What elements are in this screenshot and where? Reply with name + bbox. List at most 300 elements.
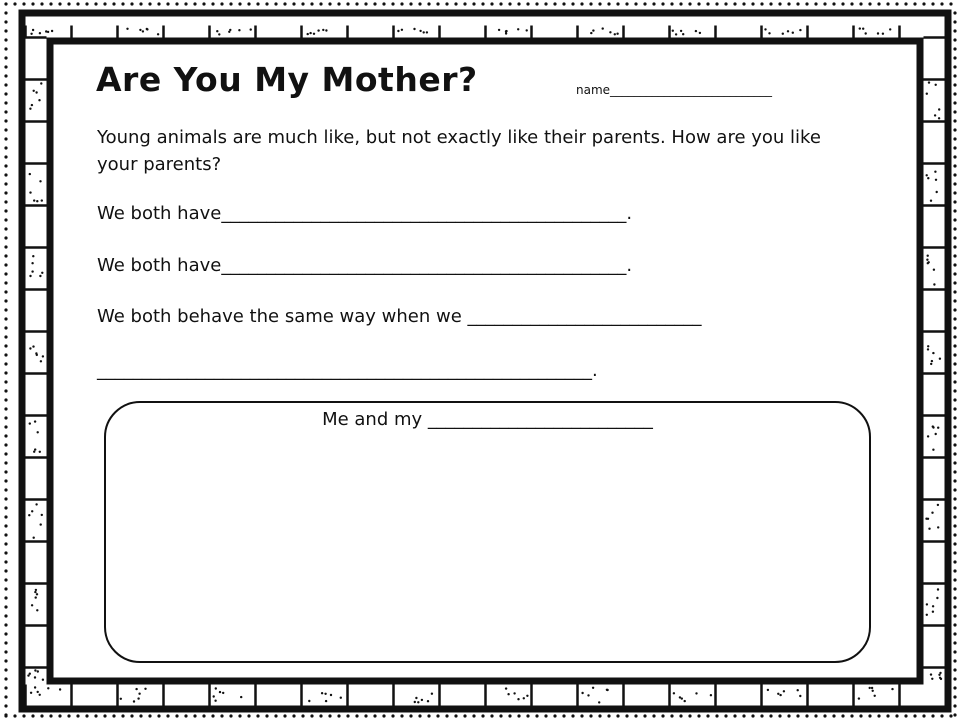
brick-speckle [513,692,515,694]
border-dot [211,2,214,5]
border-dot [953,119,956,122]
brick-speckle [51,30,53,32]
brick-speckle [695,692,697,694]
brick-speckle [882,33,884,35]
border-dot [499,714,502,717]
border-dot [13,714,16,717]
border-dot [4,74,7,77]
border-dot [571,714,574,717]
border-dot [688,714,691,717]
border-dot [841,714,844,717]
border-dot [580,2,583,5]
brick-speckle [240,696,242,698]
border-dot [4,326,7,329]
border-dot [193,714,196,717]
brick-speckle [858,697,860,699]
border-dot [4,524,7,527]
brick-speckle [59,688,61,690]
border-dot [265,2,268,5]
brick-speckle [877,32,879,34]
border-dot [953,263,956,266]
border-dot [319,714,322,717]
prompt-we-both-have-2[interactable]: We both have_____________________________________________. [97,255,633,276]
border-dot [832,2,835,5]
border-dot [652,2,655,5]
brick-speckle [932,605,934,607]
brick-speckle [930,673,932,675]
border-dot [508,714,511,717]
brick-speckle [673,692,675,694]
border-dot [679,2,682,5]
brick-speckle [934,171,936,173]
brick-speckle [29,191,31,193]
brick-speckle [39,275,41,277]
border-dot [953,578,956,581]
border-dot [94,714,97,717]
border-dot [953,416,956,419]
border-dot [220,2,223,5]
border-dot [4,578,7,581]
border-dot [904,714,907,717]
border-dot [4,542,7,545]
border-dot [535,2,538,5]
border-dot [607,714,610,717]
border-dot [724,714,727,717]
border-dot [953,560,956,563]
border-dot [4,533,7,536]
brick-speckle [581,692,583,694]
border-dot [121,2,124,5]
border-dot [953,515,956,518]
border-dot [634,2,637,5]
brick-speckle [938,674,940,676]
brick-speckle [31,270,33,272]
border-dot [953,164,956,167]
brick-speckle [933,269,935,271]
border-dot [148,2,151,5]
brick-speckle [931,360,933,362]
border-dot [953,200,956,203]
border-dot [562,2,565,5]
brick-speckle [325,700,327,702]
brick-speckle [937,588,939,590]
brick-speckle [397,30,399,32]
border-dot [953,281,956,284]
border-dot [481,2,484,5]
border-dot [112,2,115,5]
brick-speckle [932,352,934,354]
border-dot [4,65,7,68]
border-dot [67,714,70,717]
border-dot [4,461,7,464]
border-dot [4,281,7,284]
border-dot [953,290,956,293]
border-dot [463,714,466,717]
border-dot [184,2,187,5]
brick-speckle [782,33,784,35]
border-dot [4,605,7,608]
border-dot [4,425,7,428]
border-dot [616,714,619,717]
brick-speckle [41,514,43,516]
border-dot [4,47,7,50]
brick-speckle [324,693,326,695]
brick-speckle [218,33,220,35]
brick-speckle [308,700,310,702]
border-dot [953,344,956,347]
border-dot [373,714,376,717]
brick-speckle [41,199,43,201]
border-dot [4,668,7,671]
brick-speckle [928,81,930,83]
border-dot [4,506,7,509]
brick-speckle [219,691,221,693]
brick-speckle [427,700,429,702]
border-dot [953,173,956,176]
border-dot [22,714,25,717]
border-dot [238,714,241,717]
border-dot [409,714,412,717]
drawing-box[interactable] [104,401,871,663]
border-dot [436,714,439,717]
brick-speckle [29,422,31,424]
border-dot [4,254,7,257]
border-dot [953,353,956,356]
border-dot [337,714,340,717]
border-dot [953,371,956,374]
brick-speckle [939,358,941,360]
border-dot [953,524,956,527]
border-dot [706,714,709,717]
brick-speckle [421,699,423,701]
brick-speckle [797,689,799,691]
border-dot [445,714,448,717]
border-dot [193,2,196,5]
border-dot [283,714,286,717]
border-dot [355,714,358,717]
brick-speckle [675,33,677,35]
brick-speckle [35,589,37,591]
border-dot [22,2,25,5]
brick-speckle [598,701,600,703]
border-dot [4,407,7,410]
border-dot [953,542,956,545]
border-dot [202,2,205,5]
brick-speckle [862,28,864,30]
border-dot [337,2,340,5]
brick-speckle [29,347,31,349]
brick-speckle [35,503,37,505]
border-dot [4,137,7,140]
brick-speckle [35,91,37,93]
brick-speckle [592,29,594,31]
border-dot [4,290,7,293]
brick-speckle [34,448,36,450]
border-dot [953,209,956,212]
brick-speckle [29,673,31,675]
brick-speckle [34,669,36,671]
border-dot [4,308,7,311]
border-dot [953,65,956,68]
border-dot [706,2,709,5]
border-dot [130,2,133,5]
brick-speckle [31,510,33,512]
border-dot [175,2,178,5]
prompt-behave-continuation-line[interactable]: _______________________________________________________. [97,360,598,381]
brick-speckle [927,348,929,350]
border-dot [454,2,457,5]
border-dot [4,56,7,59]
border-dot [256,714,259,717]
border-dot [953,56,956,59]
border-dot [953,650,956,653]
brick-speckle [926,259,928,261]
brick-speckle [874,695,876,697]
border-dot [4,92,7,95]
border-dot [508,2,511,5]
brick-speckle [614,33,616,35]
border-dot [4,416,7,419]
border-dot [4,632,7,635]
border-dot [4,650,7,653]
border-dot [805,714,808,717]
border-dot [949,2,952,5]
brick-speckle [135,688,137,690]
brick-speckle [930,200,932,202]
brick-speckle [47,687,49,689]
border-dot [953,137,956,140]
brick-speckle [419,30,421,32]
border-dot [4,443,7,446]
brick-speckle [40,82,42,84]
brick-speckle [40,360,42,362]
border-dot [922,2,925,5]
brick-speckle [767,689,769,691]
brick-speckle [42,355,44,357]
border-dot [571,2,574,5]
border-dot [184,714,187,717]
border-dot [940,714,943,717]
brick-speckle [34,686,36,688]
border-dot [787,714,790,717]
brick-speckle [413,28,415,30]
border-dot [868,2,871,5]
border-dot [274,2,277,5]
border-dot [535,714,538,717]
border-dot [823,714,826,717]
brick-speckle [606,689,608,691]
border-dot [953,380,956,383]
border-dot [953,11,956,14]
border-dot [589,2,592,5]
border-dot [953,245,956,248]
border-dot [953,614,956,617]
border-dot [4,335,7,338]
prompt-we-both-have-1[interactable]: We both have_____________________________________________. [97,203,633,224]
brick-speckle [401,29,403,31]
border-dot [526,714,529,717]
border-dot [4,182,7,185]
border-dot [436,2,439,5]
border-dot [409,2,412,5]
border-dot [211,714,214,717]
border-dot [391,714,394,717]
border-dot [953,434,956,437]
border-dot [4,155,7,158]
border-dot [76,2,79,5]
brick-speckle [799,695,801,697]
border-dot [4,245,7,248]
border-dot [778,714,781,717]
brick-speckle [38,99,40,101]
brick-speckle [928,261,930,263]
border-dot [103,714,106,717]
brick-speckle [926,603,928,605]
border-dot [4,2,7,5]
brick-speckle [927,435,929,437]
border-dot [490,2,493,5]
border-dot [953,497,956,500]
border-dot [4,29,7,32]
brick-speckle [891,688,893,690]
border-dot [202,714,205,717]
brick-speckle [764,28,766,30]
border-dot [953,605,956,608]
brick-speckle [859,27,861,29]
brick-speckle [930,363,932,365]
brick-speckle [39,694,41,696]
border-dot [4,551,7,554]
brick-speckle [29,173,31,175]
border-dot [931,2,934,5]
border-dot [130,714,133,717]
border-dot [310,2,313,5]
brick-speckle [869,687,871,689]
brick-speckle [526,695,528,697]
border-dot [346,2,349,5]
border-dot [319,2,322,5]
border-dot [953,218,956,221]
border-dot [953,110,956,113]
border-dot [112,714,115,717]
border-dot [904,2,907,5]
border-dot [31,2,34,5]
border-dot [67,2,70,5]
border-dot [301,714,304,717]
brick-speckle [34,676,36,678]
border-dot [895,714,898,717]
border-dot [953,101,956,104]
border-dot [517,2,520,5]
border-dot [814,2,817,5]
brick-speckle [937,504,939,506]
brick-speckle [133,700,135,702]
border-dot [4,704,7,707]
border-dot [175,714,178,717]
border-dot [274,714,277,717]
border-dot [562,714,565,717]
border-dot [4,344,7,347]
prompt-behave-same-way[interactable]: We both behave the same way when we __________________________ [97,306,702,327]
brick-speckle [322,29,324,31]
border-dot [301,2,304,5]
brick-speckle [936,191,938,193]
border-dot [454,714,457,717]
border-dot [4,560,7,563]
brick-speckle [317,29,319,31]
border-dot [953,488,956,491]
border-dot [472,714,475,717]
border-dot [4,515,7,518]
brick-speckle [935,179,937,181]
brick-speckle [41,272,43,274]
border-dot [382,2,385,5]
brick-speckle [710,694,712,696]
border-dot [292,714,295,717]
border-dot [953,659,956,662]
brick-speckle [592,687,594,689]
brick-speckle [939,677,941,679]
name-field[interactable]: name___________________________ [576,83,773,97]
border-dot [400,714,403,717]
border-dot [49,714,52,717]
border-dot [4,164,7,167]
brick-speckle [423,31,425,33]
brick-speckle [146,28,148,30]
border-dot [4,677,7,680]
brick-speckle [927,177,929,179]
brick-speckle [505,30,507,32]
brick-speckle [42,679,44,681]
border-dot [877,714,880,717]
brick-speckle [31,262,33,264]
border-dot [953,38,956,41]
brick-speckle [799,29,801,31]
border-dot [4,569,7,572]
brick-speckle [32,255,34,257]
brick-speckle [417,701,419,703]
border-dot [58,2,61,5]
border-dot [4,488,7,491]
border-dot [940,2,943,5]
border-dot [121,714,124,717]
border-dot [953,236,956,239]
border-dot [256,2,259,5]
border-dot [769,714,772,717]
border-dot [953,506,956,509]
brick-speckle [937,427,939,429]
border-dot [490,714,493,717]
border-dot [13,2,16,5]
border-dot [391,2,394,5]
border-dot [724,2,727,5]
border-dot [463,2,466,5]
border-dot [58,714,61,717]
brick-speckle [616,33,618,35]
brick-speckle [309,32,311,34]
border-dot [715,2,718,5]
brick-speckle [36,609,38,611]
border-dot [4,119,7,122]
border-dot [751,714,754,717]
border-dot [364,714,367,717]
border-dot [953,128,956,131]
brick-speckle [139,29,141,31]
border-dot [643,714,646,717]
border-dot [517,714,520,717]
brick-speckle [33,199,35,201]
border-dot [4,83,7,86]
